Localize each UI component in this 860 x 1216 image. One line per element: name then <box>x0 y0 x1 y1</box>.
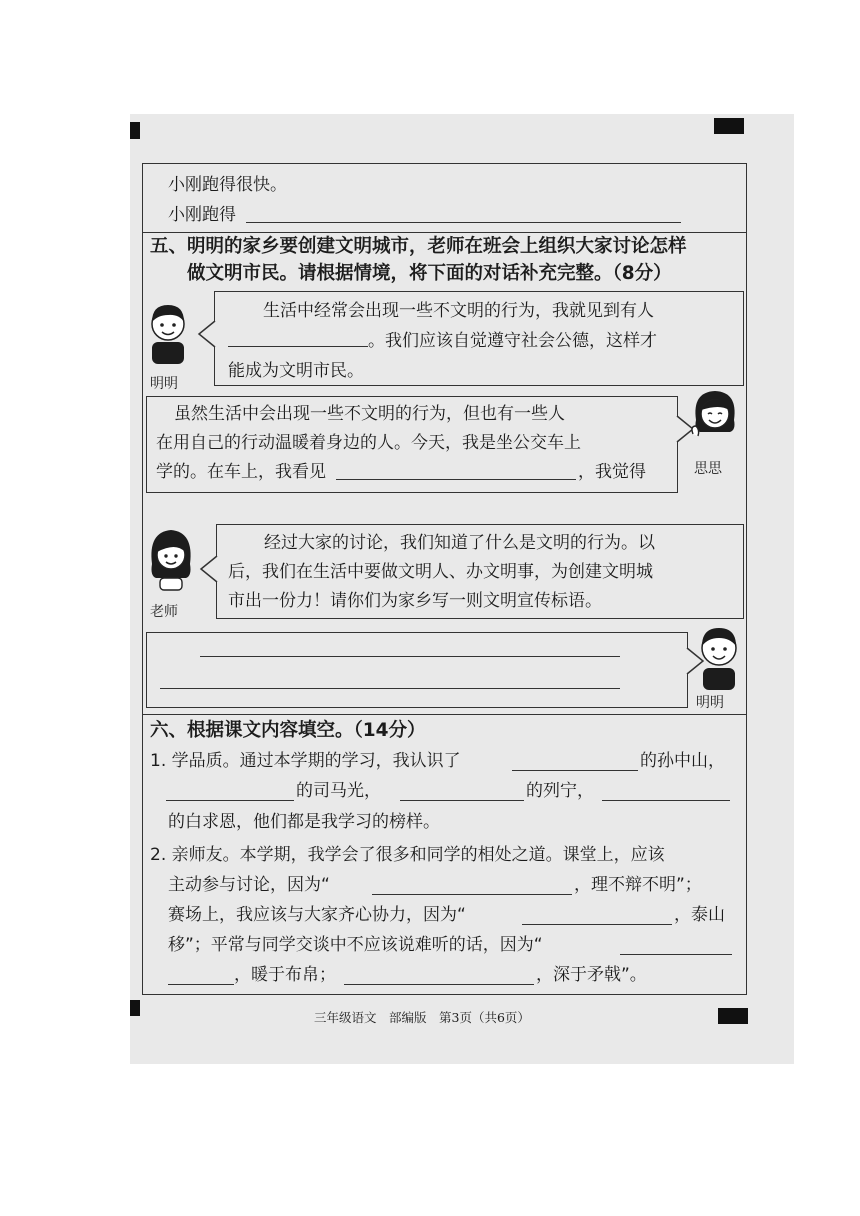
page-footer: 三年级语文 部编版 第3页（共6页） <box>314 1010 530 1025</box>
bubble1-line1: 生活中经常会出现一些不文明的行为，我就见到有人 <box>263 301 654 321</box>
bubble3-line1: 经过大家的讨论，我们知道了什么是文明的行为。以 <box>264 533 655 553</box>
q2-line2-suffix: ，理不辩不明”； <box>574 875 702 895</box>
exam-page <box>130 114 794 1064</box>
answer-blank[interactable] <box>620 954 732 955</box>
answer-blank[interactable] <box>200 656 620 657</box>
answer-blank[interactable] <box>522 924 672 925</box>
bubble1-line3: 能成为文明市民。 <box>228 361 364 381</box>
answer-blank[interactable] <box>336 479 576 480</box>
bubble2-line2: 在用自己的行动温暖着身边的人。今天，我是坐公交车上 <box>156 433 581 453</box>
registration-mark-bottom-right <box>718 1008 748 1024</box>
prev-line-2-prefix: 小刚跑得 <box>168 205 236 225</box>
answer-blank[interactable] <box>372 894 572 895</box>
q1-line1-suffix: 的孙中山， <box>640 751 725 771</box>
answer-blank[interactable] <box>168 984 234 985</box>
speaker-label: 思思 <box>694 461 722 477</box>
boy-avatar-icon <box>146 296 190 370</box>
q2-line2-prefix: 主动参与讨论，因为“ <box>168 875 330 895</box>
answer-blank[interactable] <box>400 800 524 801</box>
bubble3-line3: 市出一份力！请你们为家乡写一则文明宣传标语。 <box>228 591 602 611</box>
registration-mark-top-right <box>714 118 744 134</box>
answer-blank[interactable] <box>602 800 730 801</box>
q2-line5-a: ，暖于布帛； <box>234 965 336 985</box>
q2-line3-suffix: ，泰山 <box>674 905 725 925</box>
registration-mark-bottom-left <box>130 1000 140 1016</box>
q2-line4: 移”；平常与同学交谈中不应该说难听的话，因为“ <box>168 935 543 955</box>
section6-title: 六、根据课文内容填空。（14分） <box>150 720 426 741</box>
q1-line1-prefix: 1. 学品质。通过本学期的学习，我认识了 <box>150 751 461 771</box>
answer-blank[interactable] <box>228 346 368 347</box>
q2-line5-b: ，深于矛戟”。 <box>536 965 647 985</box>
q1-line2-b: 的列宁， <box>526 781 594 801</box>
bubble2-line1: 虽然生活中会出现一些不文明的行为，但也有一些人 <box>174 404 565 424</box>
answer-blank[interactable] <box>246 222 681 223</box>
registration-mark-top-left <box>130 122 140 139</box>
speech-bubble-mingming-answer <box>146 632 688 708</box>
bubble1-line2-suffix: 。我们应该自觉遵守社会公德，这样才 <box>368 331 657 351</box>
q2-line1: 2. 亲师友。本学期，我学会了很多和同学的相处之道。课堂上，应该 <box>150 845 665 865</box>
q1-line3: 的白求恩，他们都是我学习的榜样。 <box>168 812 440 832</box>
bubble3-line2: 后，我们在生活中要做文明人、办文明事，为创建文明城 <box>228 562 653 582</box>
section5-title-line2: 做文明市民。请根据情境，将下面的对话补充完整。（8分） <box>187 263 672 284</box>
q1-line2-a: 的司马光， <box>296 781 381 801</box>
bubble2-line3-suffix: ，我觉得 <box>578 462 646 482</box>
divider <box>142 232 747 233</box>
answer-blank[interactable] <box>344 984 534 985</box>
section5-title-line1: 五、明明的家乡要创建文明城市，老师在班会上组织大家讨论怎样 <box>150 236 687 257</box>
divider <box>142 714 747 715</box>
teacher-avatar-icon <box>146 526 196 596</box>
girl-avatar-icon <box>690 386 740 452</box>
answer-blank[interactable] <box>166 800 294 801</box>
bubble-tail <box>199 554 219 584</box>
answer-blank[interactable] <box>512 770 638 771</box>
speaker-label: 明明 <box>150 376 178 392</box>
answer-blank[interactable] <box>160 688 620 689</box>
speaker-label: 老师 <box>150 604 178 620</box>
prev-line-1: 小刚跑得很快。 <box>168 175 287 195</box>
bubble-tail <box>197 319 217 349</box>
q2-line3-prefix: 赛场上，我应该与大家齐心协力，因为“ <box>168 905 466 925</box>
speaker-label: 明明 <box>696 695 724 711</box>
bubble2-line3-prefix: 学的。在车上，我看见 <box>156 462 326 482</box>
boy-avatar-icon <box>696 618 742 694</box>
